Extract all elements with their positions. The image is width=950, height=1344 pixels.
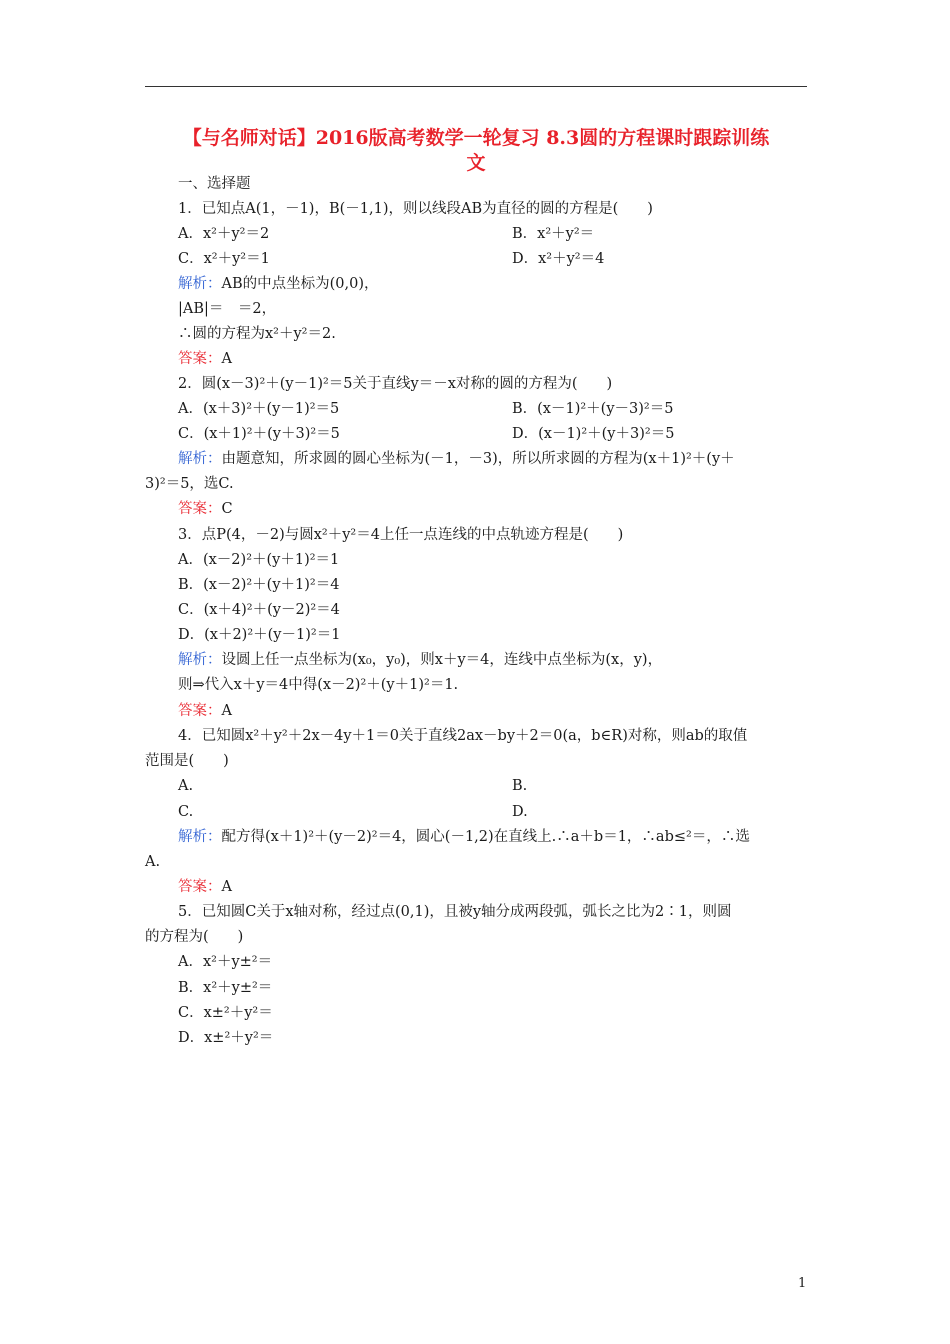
q1-option-b: B．x²＋y²＝ [512,226,595,242]
q2-option-a: A．(x＋3)²＋(y－1)²＝5 [178,401,340,417]
analysis-label: 解析： [178,829,222,845]
title-line-1: 【与名师对话】2016版高考数学一轮复习 8.3圆的方程课时跟踪训练 [182,127,770,149]
q2-solution-line-2: 3)²＝5，选C. [145,476,234,492]
q1-solution-line-1: 解析：AB的中点坐标为(0,0)， [178,276,379,292]
q4-solution-line-2: A. [145,854,161,870]
section-heading: 一、选择题 [178,176,251,192]
q4-option-c: C. [178,804,194,820]
q3-option-b: B．(x－2)²＋(y＋1)²＝4 [178,577,340,593]
q3-solution-line-2: 则⇒代入x＋y＝4中得(x－2)²＋(y＋1)²＝1. [178,677,459,693]
q3-answer: 答案：A [178,703,232,719]
question-4-line-1: 4．已知圆x²＋y²＋2x－4y＋1＝0关于直线2ax－by＋2＝0(a，b∈R)对称，则ab的取值 [178,728,748,744]
header-rule [145,86,807,87]
question-4-line-2: 范围是( ) [145,753,229,769]
q2-option-c: C．(x＋1)²＋(y＋3)²＝5 [178,426,340,442]
question-5-line-2: 的方程为( ) [145,929,244,945]
q3-option-d: D．(x＋2)²＋(y－1)²＝1 [178,627,341,643]
answer-label: 答案： [178,879,222,895]
answer-label: 答案： [178,501,222,517]
q4-option-a: A. [178,778,194,794]
q2-solution-line-1: 解析：由题意知，所求圆的圆心坐标为(－1，－3)，所以所求圆的方程为(x＋1)²＋(y＋ [178,451,735,467]
question-2: 2．圆(x－3)²＋(y－1)²＝5关于直线y＝－x对称的圆的方程为( ) [178,376,613,392]
q1-option-d: D．x²＋y²＝4 [512,251,605,267]
q1-option-a: A．x²＋y²＝2 [178,226,270,242]
q1-solution-line-3: ∴圆的方程为x²＋y²＝2. [178,326,336,342]
question-1: 1．已知点A(1，－1)，B(－1,1)，则以线段AB为直径的圆的方程是( ) [178,201,653,217]
q2-option-b: B．(x－1)²＋(y－3)²＝5 [512,401,674,417]
q5-option-b: B．x²＋y±²＝ [178,980,273,996]
q3-option-a: A．(x－2)²＋(y＋1)²＝1 [178,552,340,568]
q3-option-c: C．(x＋4)²＋(y－2)²＝4 [178,602,340,618]
q4-option-b: B. [512,778,528,794]
page-number: 1 [798,1276,807,1291]
answer-label: 答案： [178,703,222,719]
answer-label: 答案： [178,351,222,367]
q1-answer: 答案：A [178,351,232,367]
question-5-line-1: 5．已知圆C关于x轴对称，经过点(0,1)，且被y轴分成两段弧，弧长之比为2∶1，则圆 [178,904,732,920]
q1-option-c: C．x²＋y²＝1 [178,251,270,267]
q4-solution-line-1: 解析：配方得(x＋1)²＋(y－2)²＝4，圆心(－1,2)在直线上.∴a＋b＝1，∴ab≤²＝，∴选 [178,829,750,845]
q5-option-c: C．x±²＋y²＝ [178,1005,273,1021]
q4-option-d: D. [512,804,528,820]
analysis-label: 解析： [178,451,222,467]
q2-option-d: D．(x－1)²＋(y＋3)²＝5 [512,426,675,442]
q4-answer: 答案：A [178,879,232,895]
q1-solution-line-2: |AB|＝ ＝2， [178,301,277,317]
q5-option-d: D．x±²＋y²＝ [178,1030,274,1046]
q5-option-a: A．x²＋y±²＝ [178,954,273,970]
question-3: 3．点P(4，－2)与圆x²＋y²＝4上任一点连线的中点轨迹方程是( ) [178,527,624,543]
analysis-label: 解析： [178,652,222,668]
document-title [145,126,807,176]
title-line-2: 文 [466,152,486,174]
analysis-label: 解析： [178,276,222,292]
q3-solution-line-1: 解析：设圆上任一点坐标为(x₀，y₀)，则x＋y＝4，连线中点坐标为(x，y)， [178,652,663,668]
q2-answer: 答案：C [178,501,233,517]
